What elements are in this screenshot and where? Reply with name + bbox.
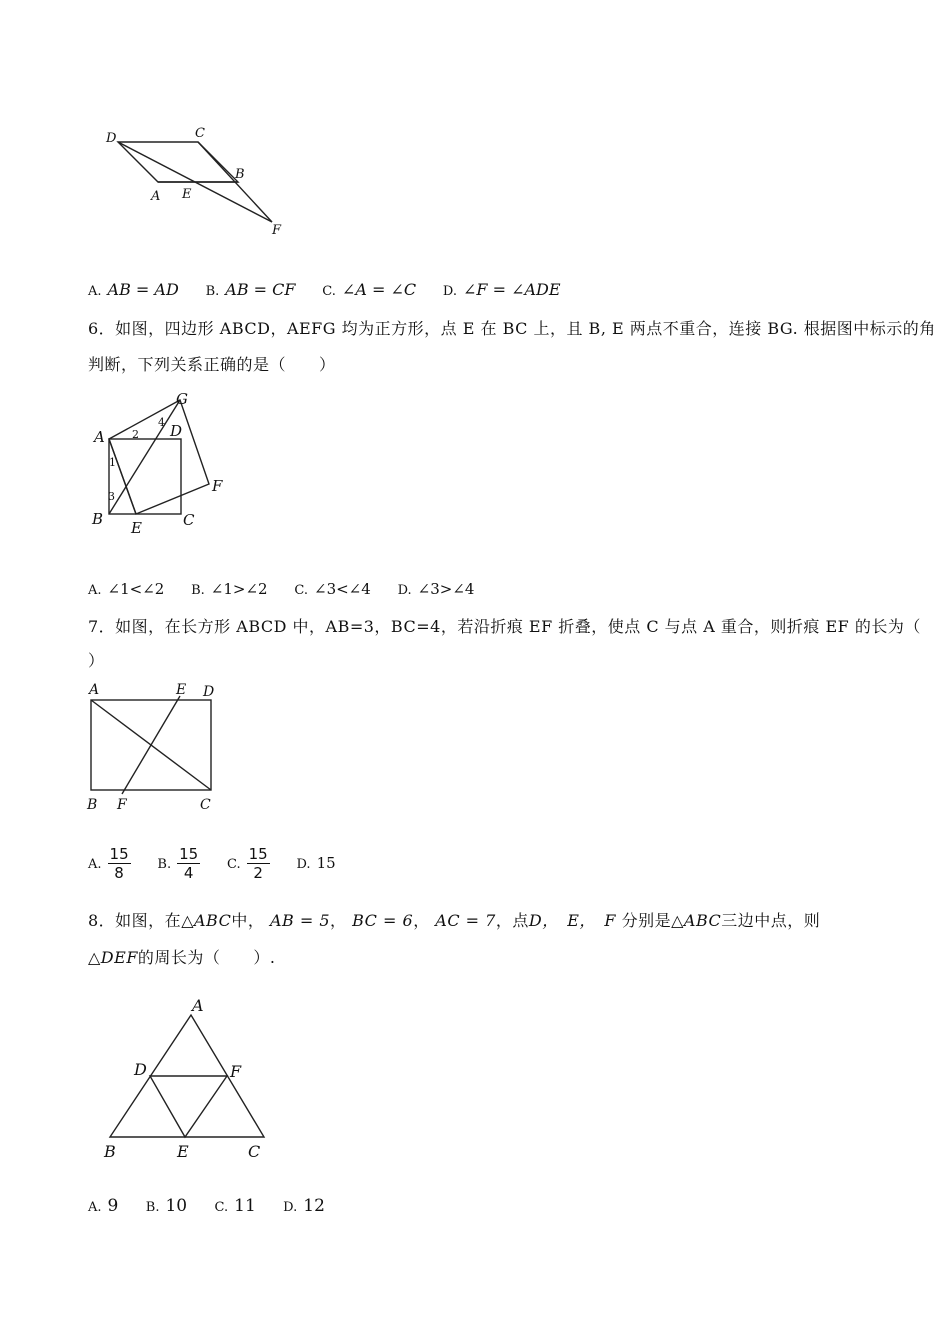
q8-figure xyxy=(96,995,276,1165)
q7-option-c[interactable]: C. $\frac{15}{2}$ xyxy=(226,845,268,883)
q5-option-d[interactable]: D. ∠F = ∠ADE xyxy=(442,280,561,299)
q6-label-A: A xyxy=(94,428,105,446)
q6-label-E: E xyxy=(131,519,142,537)
q7-options xyxy=(88,845,358,882)
q7-label-E: E xyxy=(176,682,187,698)
q5-option-b[interactable]: B. AB = CF xyxy=(205,280,296,299)
q5-label-B: B xyxy=(235,167,245,182)
q8-label-F: F xyxy=(230,1062,242,1081)
q7-option-d[interactable]: D. 15 xyxy=(296,853,336,872)
q6-option-a[interactable]: A. ∠1<∠2 xyxy=(88,580,165,598)
q6-option-c[interactable]: C. ∠3<∠4 xyxy=(294,580,371,598)
q5-parallelogram xyxy=(118,142,238,182)
q6-square-ABCD xyxy=(109,439,181,514)
q7-stem-line1: 7．如图，在长方形 ABCD 中，AB=3，BC=4，若沿折痕 EF 折叠，使点 C 与点 A 重合，则折痕 EF 的长为（ xyxy=(88,617,921,636)
q7-stem-line2: ） xyxy=(88,651,105,670)
q6-stem-line2: 判断，下列关系正确的是（ ） xyxy=(88,355,336,374)
q8-option-b[interactable]: B. 10 xyxy=(145,1196,188,1216)
q6-label-G: G xyxy=(176,390,188,408)
q6-angle-4: 4 xyxy=(158,416,165,429)
q7-label-B: B xyxy=(87,797,98,813)
q6-figure xyxy=(88,388,238,538)
q5-options xyxy=(88,280,583,299)
q5-label-C: C xyxy=(195,126,205,141)
q7-label-F: F xyxy=(117,797,127,813)
q5-label-E: E xyxy=(182,187,192,202)
q6-line-BG xyxy=(109,400,183,514)
q8-options xyxy=(88,1196,347,1216)
q8-label-D: D xyxy=(134,1060,147,1079)
q7-label-A: A xyxy=(89,682,100,698)
q5-option-c[interactable]: C. ∠A = ∠C xyxy=(322,280,417,299)
q6-label-B: B xyxy=(92,510,104,528)
q5-option-a[interactable]: A. AB = AD xyxy=(88,280,179,299)
q5-figure xyxy=(100,120,300,245)
q5-label-F: F xyxy=(272,223,282,238)
q8-label-E: E xyxy=(177,1142,189,1161)
q5-label-A: A xyxy=(151,189,161,204)
q7-figure xyxy=(84,678,224,818)
q6-label-C: C xyxy=(183,511,195,529)
q8-option-c[interactable]: C. 11 xyxy=(214,1196,256,1216)
q7-option-b[interactable]: B. $\frac{15}{4}$ xyxy=(157,845,199,883)
q5-label-D: D xyxy=(106,131,117,146)
q6-angle-1: 1 xyxy=(109,456,116,469)
q6-angle-3: 3 xyxy=(108,490,115,503)
q8-option-a[interactable]: A. 9 xyxy=(88,1196,119,1216)
q8-label-C: C xyxy=(248,1142,261,1161)
q7-option-a[interactable]: A. $\frac{15}{8}$ xyxy=(88,845,129,883)
q8-label-B: B xyxy=(104,1142,116,1161)
q8-stem-line1: 8．如图，在△ABC中， AB = 5， BC = 6， AC = 7，点D， E， F 分别是△ABC三边中点，则 xyxy=(88,911,821,930)
q7-fold-EF xyxy=(122,696,180,794)
q6-angle-2: 2 xyxy=(132,428,139,441)
q6-options xyxy=(88,580,496,598)
q6-stem-line1: 6．如图，四边形 ABCD，AEFG 均为正方形，点 E 在 BC 上，且 B, E 两点不重合，连接 BG. 根据图中标示的角 xyxy=(88,319,936,338)
q8-stem-line2: △DEF的周长为（ ）. xyxy=(88,948,276,967)
q8-option-d[interactable]: D. 12 xyxy=(283,1196,325,1216)
q7-label-C: C xyxy=(200,797,211,813)
q6-label-F: F xyxy=(212,477,223,495)
q8-label-A: A xyxy=(192,996,204,1015)
q6-option-b[interactable]: B. ∠1>∠2 xyxy=(191,580,268,598)
q6-option-d[interactable]: D. ∠3>∠4 xyxy=(397,580,475,598)
q7-label-D: D xyxy=(203,684,215,700)
q6-label-D: D xyxy=(170,422,183,440)
q8-triangle-DEF xyxy=(150,1076,227,1137)
